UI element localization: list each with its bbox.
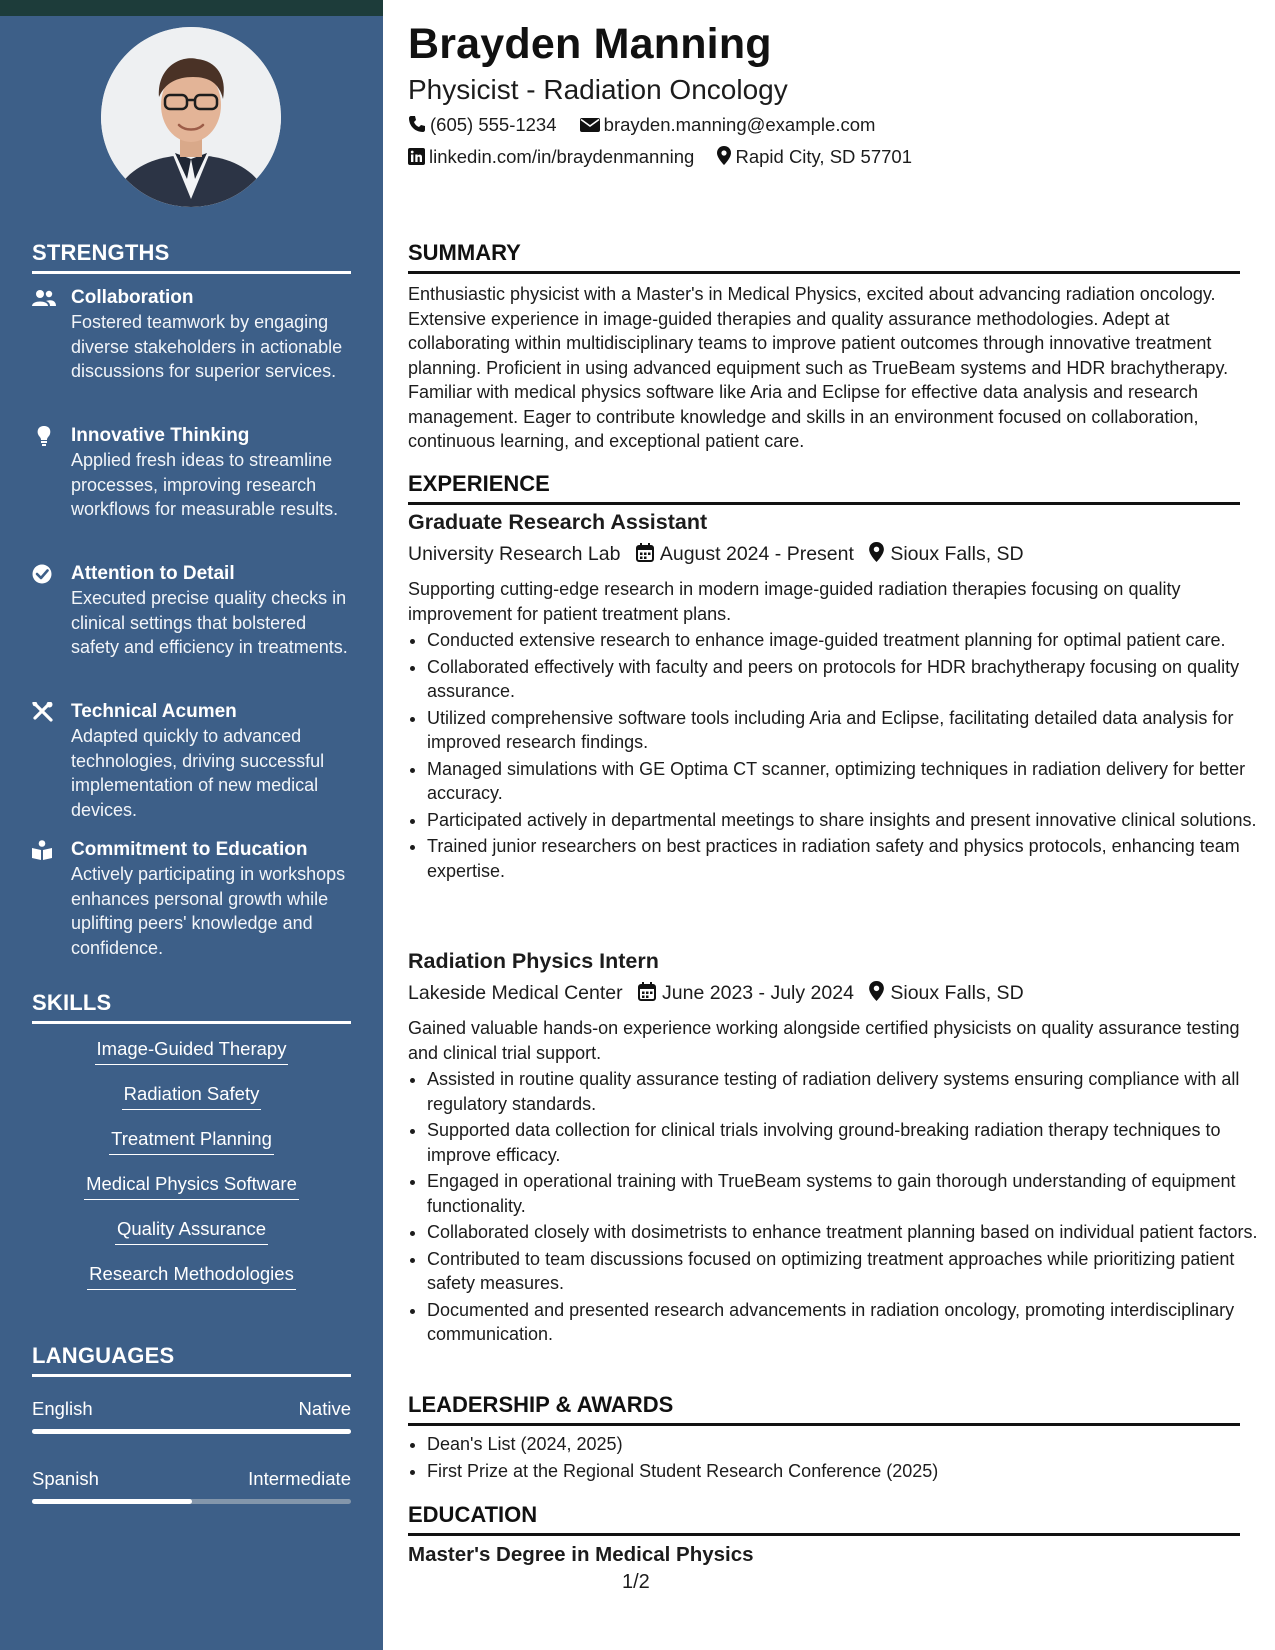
skill-item — [32, 1218, 351, 1245]
job-title: Radiation Physics Intern — [408, 949, 659, 973]
strength-technical-acumen — [32, 700, 352, 822]
linkedin-link[interactable]: linkedin.com/in/braydenmanning — [429, 146, 695, 167]
language-proficiency-bar — [32, 1429, 351, 1434]
language-name: Spanish — [32, 1468, 99, 1489]
job-bullet: • Contributed to team discussions focused on optimizing treatment approaches while prioritizing patient safety measures. — [427, 1247, 1259, 1296]
job-bullet: • Documented and presented research advancements in radiation oncology, promoting interdisciplinary communication. — [427, 1298, 1259, 1347]
language-level: Native — [298, 1398, 351, 1419]
summary-heading: SUMMARY — [408, 240, 1240, 274]
page-number: 1/2 — [622, 1571, 650, 1593]
education-degree: Master's Degree in Medical Physics — [408, 1543, 754, 1566]
map-pin-icon — [869, 981, 884, 1001]
skill-label: Image-Guided Therapy — [95, 1038, 289, 1065]
job-bullet: • Assisted in routine quality assurance testing of radiation delivery systems ensuring compliance with all regulatory standards. — [427, 1067, 1259, 1116]
job-location: Sioux Falls, SD — [890, 543, 1024, 565]
strengths-heading: STRENGTHS — [32, 240, 351, 274]
strength-description: Executed precise quality checks in clinical settings that bolstered safety and efficiency in treatments. — [71, 588, 348, 657]
job-bullet: • Collaborated effectively with faculty and peers on protocols for HDR brachytherapy focusing on quality assurance. — [427, 655, 1259, 704]
skill-label: Medical Physics Software — [84, 1173, 299, 1200]
strength-title: Attention to Detail — [71, 563, 235, 584]
lightbulb-icon — [32, 426, 56, 446]
language-name: English — [32, 1398, 93, 1419]
sidebar-top-bar — [0, 0, 383, 16]
strength-collaboration — [32, 286, 352, 384]
summary-text: Enthusiastic physicist with a Master's in Medical Physics, excited about advancing radiation oncology. Extensive experience in image-guided therapies and quality assurance methodologies. Adept at collaborating within multidisciplinary teams to improve patient outcomes through innovative treatment planning. Proficient in using advanced equipment such as TrueBeam systems and HDR brachytherapy. Familiar with medical physics software like Aria and Eclipse for effective data analysis and research management. Eager to contribute knowledge and skills in an environment focused on collaboration, continuous learning, and exceptional patient care. — [408, 284, 1229, 451]
contact-phone — [408, 114, 557, 136]
experience-heading: EXPERIENCE — [408, 471, 1240, 505]
job-bullets — [408, 628, 1259, 885]
profile-photo — [101, 27, 281, 207]
job-bullet: • Engaged in operational training with TrueBeam systems to gain thorough understanding of equipment functionality. — [427, 1169, 1259, 1218]
job-title: Graduate Research Assistant — [408, 510, 708, 534]
envelope-icon — [580, 117, 600, 133]
language-proficiency-fill — [32, 1429, 351, 1434]
job-bullets — [408, 1067, 1259, 1349]
job-bullet: • Conducted extensive research to enhance image-guided treatment planning for optimal patient care. — [427, 628, 1259, 653]
skill-item — [32, 1263, 351, 1290]
contact-row-2 — [408, 146, 930, 168]
skill-label: Radiation Safety — [122, 1083, 262, 1110]
skill-label: Treatment Planning — [109, 1128, 274, 1155]
job-meta — [408, 981, 1024, 1005]
strength-description: Applied fresh ideas to streamline processes, improving research workflows for measurable results. — [71, 450, 339, 519]
contact-linkedin[interactable] — [408, 146, 694, 168]
job-bullet: • Managed simulations with GE Optima CT scanner, optimizing techniques in radiation delivery for better accuracy. — [427, 757, 1259, 806]
job-bullet: • Collaborated closely with dosimetrists to enhance treatment planning based on individual patient factors. — [427, 1220, 1259, 1245]
languages-heading: LANGUAGES — [32, 1343, 351, 1377]
strength-commitment-to-education — [32, 838, 352, 960]
contact-location — [717, 146, 912, 168]
job-company: University Research Lab — [408, 543, 621, 565]
job-company: Lakeside Medical Center — [408, 982, 623, 1004]
education-heading: EDUCATION — [408, 1502, 1240, 1536]
leadership-heading: LEADERSHIP & AWARDS — [408, 1392, 1240, 1426]
job-bullet: • Participated actively in departmental meetings to share insights and present innovative clinical solutions. — [427, 808, 1259, 833]
job-bullet: • Utilized comprehensive software tools including Aria and Eclipse, facilitating detailed data analysis for improved research findings. — [427, 706, 1259, 755]
leadership-list — [408, 1432, 1259, 1485]
calendar-icon — [636, 543, 654, 562]
job-bullet: • Trained junior researchers on best practices in radiation safety and physics protocols, enhancing team expertise. — [427, 834, 1259, 883]
job-dates: August 2024 - Present — [659, 543, 854, 565]
job-location: Sioux Falls, SD — [890, 982, 1024, 1004]
map-pin-icon — [869, 542, 884, 562]
skills-heading: SKILLS — [32, 990, 351, 1024]
skill-item — [32, 1128, 351, 1155]
strength-innovative-thinking — [32, 424, 352, 522]
contact-email[interactable] — [580, 114, 876, 136]
job-summary: Supporting cutting-edge research in modern image-guided radiation therapies focusing on quality improvement for patient treatment plans. — [408, 579, 1181, 624]
check-circle-icon — [32, 564, 56, 584]
users-icon — [32, 288, 56, 308]
contact-row-1 — [408, 114, 893, 136]
phone-icon — [408, 115, 426, 133]
strength-title: Commitment to Education — [71, 839, 308, 860]
phone-text: (605) 555-1234 — [430, 114, 557, 135]
strength-title: Innovative Thinking — [71, 425, 250, 446]
tools-icon — [32, 702, 56, 722]
strength-description: Fostered teamwork by engaging diverse stakeholders in actionable discussions for superior services. — [71, 312, 343, 381]
candidate-title: Physicist - Radiation Oncology — [408, 74, 788, 105]
skill-item — [32, 1083, 351, 1110]
profile-photo-illustration — [101, 27, 281, 207]
skill-item — [32, 1173, 351, 1200]
job-dates: June 2023 - July 2024 — [662, 982, 854, 1004]
award-item: • First Prize at the Regional Student Research Conference (2025) — [427, 1459, 1259, 1484]
job-bullet: • Supported data collection for clinical trials involving ground-breaking radiation therapy techniques to improve efficacy. — [427, 1118, 1259, 1167]
job-summary: Gained valuable hands-on experience working alongside certified physicists on quality assurance testing and clinical trial support. — [408, 1018, 1240, 1063]
book-reader-icon — [32, 840, 56, 860]
strength-title: Collaboration — [71, 287, 194, 308]
calendar-icon — [638, 982, 656, 1001]
language-level: Intermediate — [248, 1468, 351, 1489]
strength-attention-to-detail — [32, 562, 352, 660]
language-proficiency-fill — [32, 1499, 192, 1504]
map-pin-icon — [717, 146, 731, 165]
skill-item — [32, 1038, 351, 1065]
strength-title: Technical Acumen — [71, 701, 237, 722]
job-meta — [408, 542, 1024, 566]
strength-description: Actively participating in workshops enhances personal growth while uplifting peers' knowledge and confidence. — [71, 864, 346, 958]
sidebar — [0, 0, 383, 1650]
location-text: Rapid City, SD 57701 — [735, 146, 912, 167]
award-item: • Dean's List (2024, 2025) — [427, 1432, 1259, 1457]
language-proficiency-bar — [32, 1499, 351, 1504]
strength-description: Adapted quickly to advanced technologies, driving successful implementation of new medical devices. — [71, 726, 325, 820]
skill-label: Research Methodologies — [87, 1263, 296, 1290]
email-link[interactable]: brayden.manning@example.com — [603, 114, 876, 135]
linkedin-icon — [408, 148, 425, 165]
candidate-name: Brayden Manning — [408, 20, 772, 68]
skill-label: Quality Assurance — [115, 1218, 268, 1245]
